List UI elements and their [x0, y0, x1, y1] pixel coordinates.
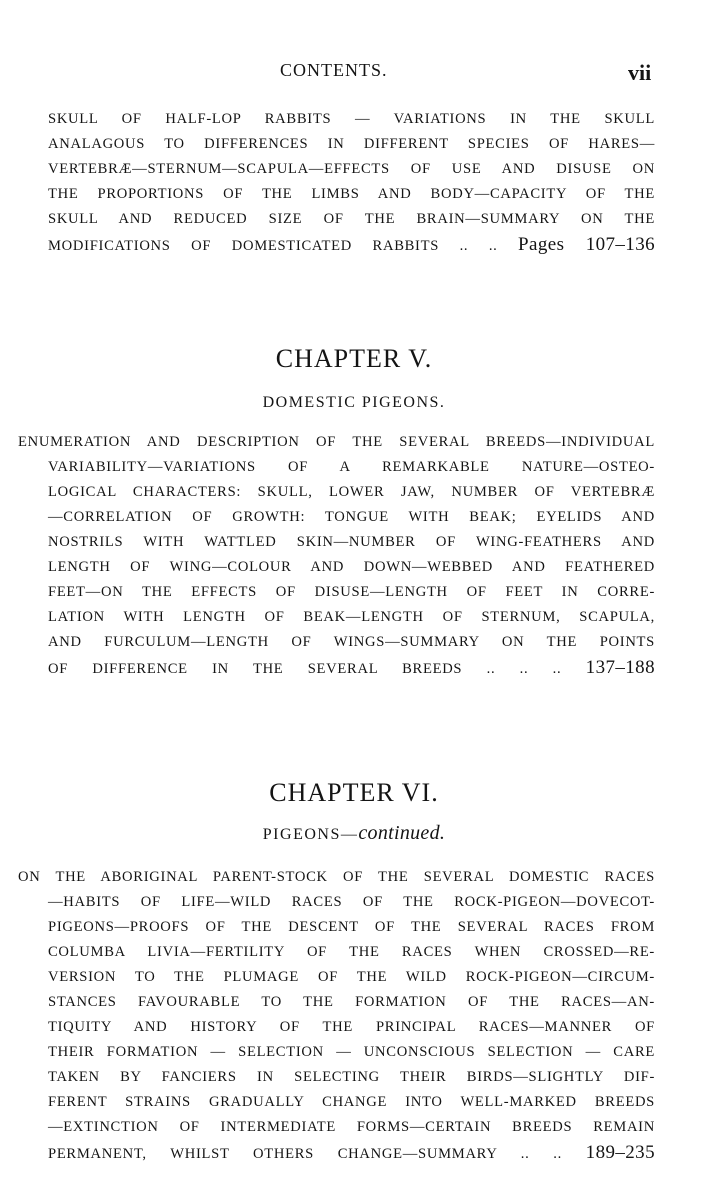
summary-line: —CORRELATION OF GROWTH: TONGUE WITH BEAK; EYELIDS AND	[48, 509, 655, 525]
summary-last-line	[48, 655, 655, 680]
running-title: CONTENTS.	[280, 60, 388, 80]
leader-dots: ..	[488, 238, 498, 254]
summary-line: LOGICAL CHARACTERS: SKULL, LOWER JAW, NUMBER OF VERTEBRÆ	[48, 484, 655, 500]
chapter-title: CHAPTER V.	[275, 344, 433, 373]
summary-line: PIGEONS—PROOFS OF THE DESCENT OF THE SEVERAL RACES FROM	[48, 919, 655, 935]
summary-line: ENUMERATION AND DESCRIPTION OF THE SEVERAL BREEDS—INDIVIDUAL	[18, 434, 655, 450]
summary-line: LATION WITH LENGTH OF BEAK—LENGTH OF STERNUM, SCAPULA,	[48, 609, 655, 625]
page-range: Pages 107–136	[518, 234, 655, 255]
summary-line: COLUMBA LIVIA—FERTILITY OF THE RACES WHEN CROSSED—RE-	[48, 944, 655, 960]
chapter-subtitle-italic: continued.	[358, 822, 446, 844]
summary-line: SKULL OF HALF-LOP RABBITS — VARIATIONS IN THE SKULL	[48, 111, 655, 127]
summary-line: —EXTINCTION OF INTERMEDIATE FORMS—CERTAIN BREEDS REMAIN	[48, 1119, 655, 1135]
summary-line: VARIABILITY—VARIATIONS OF A REMARKABLE NATURE—OSTEO-	[48, 459, 655, 475]
leader-dots: .. .. ..	[486, 661, 562, 677]
summary-line: ANALAGOUS TO DIFFERENCES IN DIFFERENT SPECIES OF HARES—	[48, 136, 655, 152]
chapter-summary-previous	[48, 107, 655, 257]
chapter-summary	[18, 865, 655, 1165]
summary-line: TIQUITY AND HISTORY OF THE PRINCIPAL RACES—MANNER OF	[48, 1019, 655, 1035]
summary-line: STANCES FAVOURABLE TO THE FORMATION OF THE RACES—AN-	[48, 994, 655, 1010]
summary-line: VERTEBRÆ—STERNUM—SCAPULA—EFFECTS OF USE AND DISUSE ON	[48, 161, 655, 177]
summary-line: ON THE ABORIGINAL PARENT-STOCK OF THE SEVERAL DOMESTIC RACES	[18, 869, 655, 885]
chapter-subtitle-main: PIGEONS—	[262, 826, 359, 843]
summary-line: AND FURCULUM—LENGTH OF WINGS—SUMMARY ON THE POINTS	[48, 634, 655, 650]
summary-line: TAKEN BY FANCIERS IN SELECTING THEIR BIRDS—SLIGHTLY DIF-	[48, 1069, 655, 1085]
summary-line: VERSION TO THE PLUMAGE OF THE WILD ROCK-PIGEON—CIRCUM-	[48, 969, 655, 985]
summary-line: THEIR FORMATION — SELECTION — UNCONSCIOUS SELECTION — CARE	[48, 1044, 655, 1060]
page-number: vii	[628, 60, 652, 85]
page-range: 137–188	[585, 657, 655, 678]
summary-line: NOSTRILS WITH WATTLED SKIN—NUMBER OF WING-FEATHERS AND	[48, 534, 655, 550]
summary-line: FEET—ON THE EFFECTS OF DISUSE—LENGTH OF FEET IN CORRE-	[48, 584, 655, 600]
chapter-subtitle	[0, 822, 708, 845]
summary-last-line	[48, 1140, 655, 1165]
summary-line: —HABITS OF LIFE—WILD RACES OF THE ROCK-PIGEON—DOVECOT-	[48, 894, 655, 910]
summary-line: LENGTH OF WING—COLOUR AND DOWN—WEBBED AND FEATHERED	[48, 559, 655, 575]
leader-dots: ..	[553, 1146, 562, 1162]
summary-text: MODIFICATIONS OF DOMESTICATED RABBITS ..	[48, 238, 469, 254]
summary-text: OF DIFFERENCE IN THE SEVERAL BREEDS	[48, 661, 463, 677]
chapter-subtitle: DOMESTIC PIGEONS.	[262, 394, 446, 411]
chapter-summary	[18, 430, 655, 680]
summary-last-line	[48, 232, 655, 257]
summary-text: PERMANENT, WHILST OTHERS CHANGE—SUMMARY ..	[48, 1146, 530, 1162]
chapter-title: CHAPTER VI.	[269, 778, 439, 807]
summary-line: FERENT STRAINS GRADUALLY CHANGE INTO WELL-MARKED BREEDS	[48, 1094, 655, 1110]
page-range: 189–235	[585, 1142, 655, 1163]
summary-line: SKULL AND REDUCED SIZE OF THE BRAIN—SUMMARY ON THE	[48, 211, 655, 227]
summary-line: THE PROPORTIONS OF THE LIMBS AND BODY—CAPACITY OF THE	[48, 186, 655, 202]
